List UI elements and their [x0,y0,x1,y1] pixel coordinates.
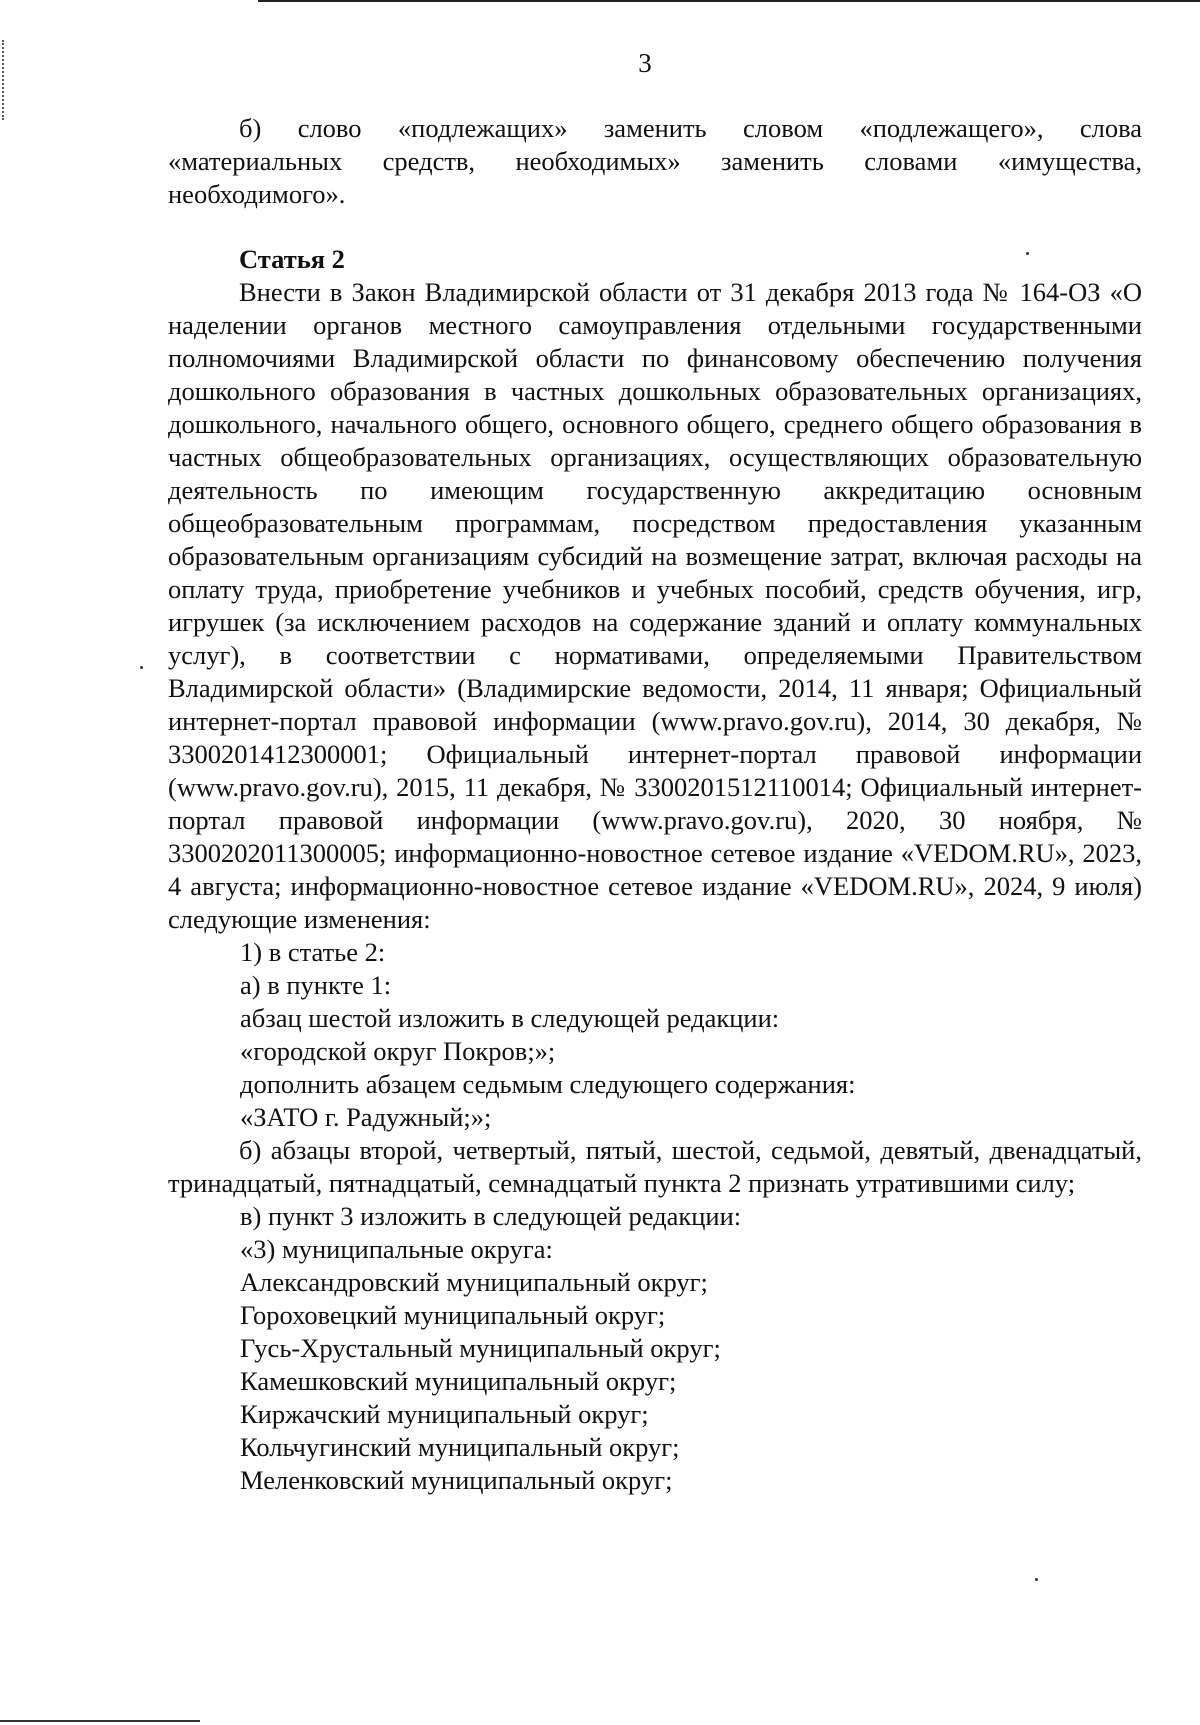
district-line: Александровский муниципальный округ; [240,1267,708,1297]
paragraph-item-b: б) абзацы второй, четвертый, пятый, шестой, седьмой, девятый, двенадцатый, тринадцатый, пятнадцатый, семнадцатый пункта 2 признать утратившими силу; [168,1135,1142,1198]
article-intro-paragraph: Внести в Закон Владимирской области от 31 декабря 2013 года № 164-ОЗ «О наделении органов местного самоуправления отдельными государственными полномочиями Владимирской области по финансовому обеспечению получения дошкольного образования в частных дошкольных образовательных организациях, дошкольного, начального общего, основного общего, среднего общего образования в частных общеобразовательных организациях, осуществляющих образовательную деятельность по имеющим государственную аккредитацию основным общеобразовательным программам, посредством предоставления указанным образовательным организациям субсидий на возмещение затрат, включая расходы на оплату труда, приобретение учебников и учебных пособий, средств обучения, игр, игрушек (за исключением расходов на содержание зданий и оплату коммунальных услуг), в соответствии с нормативами, определяемыми Правительством Владимирской области» (Владимирские ведомости, 2014, 11 января; Официальный интернет-портал правовой информации (www.pravo.gov.ru), 2014, 30 декабря, № 3300201412300001; Официальный интернет-портал правовой информации (www.pravo.gov.ru), 2015, 11 декабря, № 3300201512110014; Официальный интернет-портал правовой информации (www.pravo.gov.ru), 2020, 30 ноября, № 3300202011300005; информационно-новостное сетевое издание «VEDOM.RU», 2023, 4 августа; информационно-новостное сетевое издание «VEDOM.RU», 2024, 9 июля) следующие изменения: [168,277,1142,934]
list-line: дополнить абзацем седьмым следующего содержания: [240,1069,856,1099]
district-line: Гусь-Хрустальный муниципальный округ; [240,1333,721,1363]
district-line: Кольчугинский муниципальный округ; [240,1432,680,1462]
district-line: Гороховецкий муниципальный округ; [240,1300,666,1330]
top-border-line [258,0,1200,2]
list-line: абзац шестой изложить в следующей редакции: [240,1003,780,1033]
paragraph-section-b: б) слово «подлежащих» заменить словом «подлежащего», слова «материальных средств, необходимых» заменить словами «имущества, необходимого». [168,113,1142,209]
district-line: Киржачский муниципальный округ; [240,1399,649,1429]
scan-speck [140,666,143,669]
district-line: Камешковский муниципальный округ; [240,1366,677,1396]
list-line: а) в пункте 1: [240,970,392,1000]
article-heading: Статья 2 [239,244,345,274]
page-number: 3 [638,48,652,78]
list-line: «городской округ Покров;»; [240,1036,556,1066]
scan-speck [1035,1578,1038,1581]
document-body [168,112,1142,1497]
list-line: «3) муниципальные округа: [240,1234,553,1264]
bottom-border-line [0,1720,200,1722]
list-line: 1) в статье 2: [240,937,386,967]
list-line: в) пункт 3 изложить в следующей редакции: [240,1201,742,1231]
list-line: «ЗАТО г. Радужный;»; [240,1102,492,1132]
district-line: Меленковский муниципальный округ; [240,1465,673,1495]
